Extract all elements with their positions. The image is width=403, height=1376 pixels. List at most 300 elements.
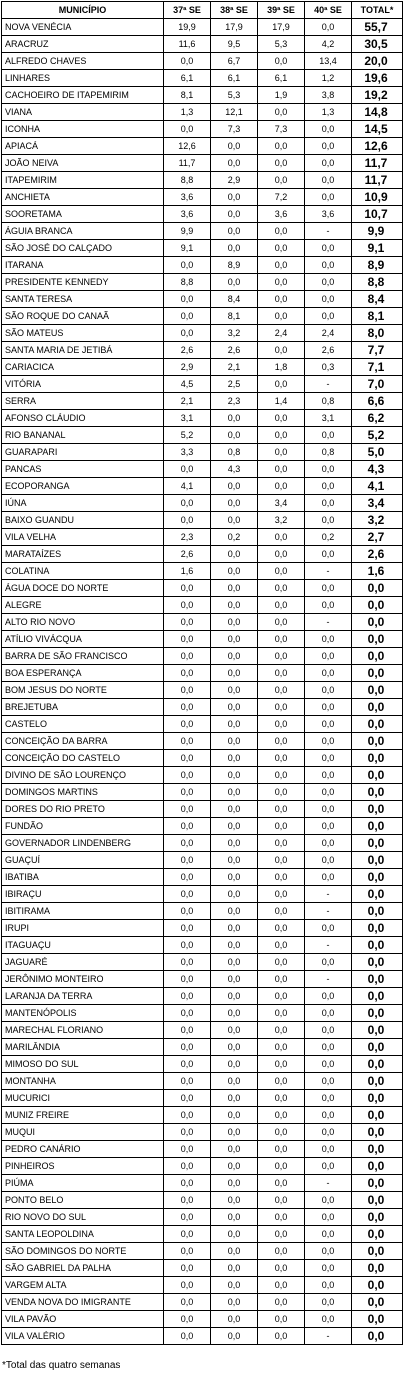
week-40-cell: 0,0 (305, 648, 352, 665)
total-cell: 0,0 (352, 767, 403, 784)
total-cell: 8,9 (352, 257, 403, 274)
table-row (2, 36, 403, 53)
total-cell: 0,0 (352, 1005, 403, 1022)
municipio-cell: SANTA LEOPOLDINA (2, 1226, 164, 1243)
total-cell: 6,6 (352, 393, 403, 410)
week-37-cell: 0,0 (164, 461, 211, 478)
week-39-cell: 0,0 (258, 801, 305, 818)
municipio-cell: PANCAS (2, 461, 164, 478)
total-cell: 0,0 (352, 1158, 403, 1175)
week-40-cell: 0,0 (305, 1158, 352, 1175)
table-row (2, 1107, 403, 1124)
table-row (2, 53, 403, 70)
week-40-cell: - (305, 376, 352, 393)
week-39-cell: 0,0 (258, 1124, 305, 1141)
week-40-cell: 0,0 (305, 155, 352, 172)
total-cell: 0,0 (352, 920, 403, 937)
week-39-cell: 3,2 (258, 512, 305, 529)
municipio-cell: ALEGRE (2, 597, 164, 614)
week-39-cell: 0,0 (258, 427, 305, 444)
week-38-cell: 0,0 (211, 682, 258, 699)
municipio-cell: MUQUI (2, 1124, 164, 1141)
week-39-cell: 0,0 (258, 1260, 305, 1277)
week-38-cell: 0,0 (211, 699, 258, 716)
week-38-cell: 2,3 (211, 393, 258, 410)
week-40-cell: 0,0 (305, 19, 352, 36)
week-40-cell: 0,0 (305, 1192, 352, 1209)
total-cell: 7,1 (352, 359, 403, 376)
week-40-cell: 0,0 (305, 665, 352, 682)
week-38-cell: 0,0 (211, 886, 258, 903)
total-cell: 0,0 (352, 1260, 403, 1277)
week-37-cell: 0,0 (164, 1039, 211, 1056)
table-row (2, 172, 403, 189)
week-38-cell: 2,9 (211, 172, 258, 189)
total-cell: 0,0 (352, 1124, 403, 1141)
total-cell: 0,0 (352, 886, 403, 903)
municipio-cell: CARIACICA (2, 359, 164, 376)
week-37-cell: 0,0 (164, 648, 211, 665)
week-38-cell: 0,0 (211, 1294, 258, 1311)
week-40-cell: 3,8 (305, 87, 352, 104)
week-37-cell: 2,3 (164, 529, 211, 546)
municipio-cell: SÃO JOSÉ DO CALÇADO (2, 240, 164, 257)
table-row (2, 495, 403, 512)
municipio-cell: VITÓRIA (2, 376, 164, 393)
total-cell: 0,0 (352, 835, 403, 852)
week-37-cell: 0,0 (164, 257, 211, 274)
week-37-cell: 19,9 (164, 19, 211, 36)
week-40-cell: 0,0 (305, 835, 352, 852)
table-row (2, 240, 403, 257)
week-37-cell: 0,0 (164, 325, 211, 342)
municipio-cell: DOMINGOS MARTINS (2, 784, 164, 801)
week-38-cell: 0,0 (211, 1073, 258, 1090)
total-cell: 19,2 (352, 87, 403, 104)
week-37-cell: 0,0 (164, 699, 211, 716)
week-39-cell: 0,0 (258, 291, 305, 308)
week-38-cell: 0,0 (211, 512, 258, 529)
week-40-cell: - (305, 903, 352, 920)
week-37-cell: 2,1 (164, 393, 211, 410)
week-38-cell: 9,5 (211, 36, 258, 53)
week-37-cell: 3,6 (164, 206, 211, 223)
week-39-cell: 0,0 (258, 308, 305, 325)
week-37-cell: 9,1 (164, 240, 211, 257)
week-37-cell: 12,6 (164, 138, 211, 155)
municipio-cell: ALTO RIO NOVO (2, 614, 164, 631)
week-39-cell: 1,4 (258, 393, 305, 410)
table-row (2, 903, 403, 920)
week-40-cell: - (305, 1175, 352, 1192)
table-row (2, 155, 403, 172)
total-cell: 20,0 (352, 53, 403, 70)
total-cell: 0,0 (352, 971, 403, 988)
header-week-37: 37ª SE (164, 2, 211, 19)
week-39-cell: 0,0 (258, 444, 305, 461)
week-40-cell: 0,0 (305, 1073, 352, 1090)
municipio-cell: MARATAÍZES (2, 546, 164, 563)
table-row (2, 597, 403, 614)
week-37-cell: 0,0 (164, 665, 211, 682)
week-40-cell: 13,4 (305, 53, 352, 70)
week-37-cell: 3,6 (164, 189, 211, 206)
total-cell: 0,0 (352, 954, 403, 971)
municipio-cell: APIACÁ (2, 138, 164, 155)
municipio-cell: AFONSO CLÁUDIO (2, 410, 164, 427)
week-40-cell: 4,2 (305, 36, 352, 53)
table-row (2, 461, 403, 478)
total-cell: 55,7 (352, 19, 403, 36)
week-39-cell: 0,0 (258, 257, 305, 274)
week-38-cell: 8,1 (211, 308, 258, 325)
table-row (2, 699, 403, 716)
total-cell: 0,0 (352, 716, 403, 733)
total-cell: 0,0 (352, 1073, 403, 1090)
municipio-cell: SÃO MATEUS (2, 325, 164, 342)
week-40-cell: 3,6 (305, 206, 352, 223)
table-row (2, 308, 403, 325)
week-39-cell: 0,0 (258, 988, 305, 1005)
total-cell: 0,0 (352, 1243, 403, 1260)
week-40-cell: 0,0 (305, 1294, 352, 1311)
table-row (2, 223, 403, 240)
week-37-cell: 0,0 (164, 1090, 211, 1107)
table-row (2, 631, 403, 648)
table-row (2, 1022, 403, 1039)
municipio-cell: NOVA VENÉCIA (2, 19, 164, 36)
week-38-cell: 0,0 (211, 155, 258, 172)
week-39-cell: 0,0 (258, 835, 305, 852)
total-cell: 0,0 (352, 1192, 403, 1209)
week-38-cell: 0,0 (211, 665, 258, 682)
table-row (2, 1158, 403, 1175)
municipio-cell: ÁGUIA BRANCA (2, 223, 164, 240)
municipio-cell: RIO BANANAL (2, 427, 164, 444)
municipio-cell: MANTENÓPOLIS (2, 1005, 164, 1022)
municipio-cell: VARGEM ALTA (2, 1277, 164, 1294)
table-row (2, 274, 403, 291)
municipio-cell: VILA VALÉRIO (2, 1328, 164, 1345)
municipio-cell: IBATIBA (2, 869, 164, 886)
week-40-cell: 0,0 (305, 580, 352, 597)
table-row (2, 580, 403, 597)
table-row (2, 1090, 403, 1107)
week-39-cell: 0,0 (258, 784, 305, 801)
total-cell: 9,1 (352, 240, 403, 257)
week-38-cell: 0,0 (211, 988, 258, 1005)
total-cell: 4,1 (352, 478, 403, 495)
week-37-cell: 0,0 (164, 1158, 211, 1175)
week-37-cell: 0,0 (164, 1192, 211, 1209)
total-cell: 0,0 (352, 750, 403, 767)
week-39-cell: 0,0 (258, 1328, 305, 1345)
total-cell: 0,0 (352, 1039, 403, 1056)
week-39-cell: 0,0 (258, 716, 305, 733)
municipio-cell: MARILÂNDIA (2, 1039, 164, 1056)
table-row (2, 835, 403, 852)
municipio-cell: LINHARES (2, 70, 164, 87)
week-39-cell: 0,0 (258, 104, 305, 121)
table-row (2, 291, 403, 308)
total-cell: 0,0 (352, 614, 403, 631)
week-40-cell: 0,0 (305, 172, 352, 189)
week-37-cell: 0,0 (164, 1107, 211, 1124)
week-38-cell: 0,0 (211, 801, 258, 818)
week-40-cell: 0,0 (305, 478, 352, 495)
week-37-cell: 6,1 (164, 70, 211, 87)
table-row (2, 1039, 403, 1056)
municipio-cell: IBIRAÇU (2, 886, 164, 903)
week-40-cell: 0,0 (305, 512, 352, 529)
week-39-cell: 0,0 (258, 920, 305, 937)
week-38-cell: 0,0 (211, 750, 258, 767)
table-row (2, 869, 403, 886)
week-38-cell: 0,0 (211, 580, 258, 597)
table-row (2, 784, 403, 801)
municipio-cell: LARANJA DA TERRA (2, 988, 164, 1005)
week-38-cell: 0,0 (211, 852, 258, 869)
municipio-cell: VILA PAVÃO (2, 1311, 164, 1328)
week-38-cell: 0,0 (211, 1311, 258, 1328)
week-39-cell: 0,0 (258, 1209, 305, 1226)
week-38-cell: 0,0 (211, 1158, 258, 1175)
week-39-cell: 0,0 (258, 648, 305, 665)
week-40-cell: 0,0 (305, 1056, 352, 1073)
table-row (2, 70, 403, 87)
week-37-cell: 8,1 (164, 87, 211, 104)
municipio-cell: JOÃO NEIVA (2, 155, 164, 172)
week-38-cell: 0,0 (211, 971, 258, 988)
week-39-cell: 0,0 (258, 1243, 305, 1260)
municipio-cell: ITAPEMIRIM (2, 172, 164, 189)
table-row (2, 104, 403, 121)
municipio-cell: PEDRO CANÁRIO (2, 1141, 164, 1158)
table-row (2, 563, 403, 580)
municipio-cell: VIANA (2, 104, 164, 121)
week-37-cell: 2,6 (164, 342, 211, 359)
total-cell: 4,3 (352, 461, 403, 478)
week-37-cell: 0,0 (164, 512, 211, 529)
table-row (2, 138, 403, 155)
week-39-cell: 0,0 (258, 1073, 305, 1090)
table-row (2, 937, 403, 954)
week-37-cell: 0,0 (164, 121, 211, 138)
table-row (2, 767, 403, 784)
total-cell: 11,7 (352, 155, 403, 172)
week-38-cell: 0,0 (211, 206, 258, 223)
total-cell: 8,4 (352, 291, 403, 308)
table-row (2, 1124, 403, 1141)
municipio-cell: ECOPORANGA (2, 478, 164, 495)
total-cell: 0,0 (352, 1328, 403, 1345)
week-37-cell: 0,0 (164, 53, 211, 70)
table-row (2, 444, 403, 461)
week-38-cell: 0,0 (211, 223, 258, 240)
week-40-cell: - (305, 223, 352, 240)
table-row (2, 359, 403, 376)
week-39-cell: 0,0 (258, 1107, 305, 1124)
municipio-cell: SÃO ROQUE DO CANAÃ (2, 308, 164, 325)
total-cell: 0,0 (352, 580, 403, 597)
table-row (2, 393, 403, 410)
week-40-cell: 0,0 (305, 308, 352, 325)
municipio-cell: BOA ESPERANÇA (2, 665, 164, 682)
municipio-cell: VENDA NOVA DO IMIGRANTE (2, 1294, 164, 1311)
week-40-cell: 0,0 (305, 1277, 352, 1294)
week-40-cell: 0,0 (305, 631, 352, 648)
week-40-cell: - (305, 937, 352, 954)
week-40-cell: 2,6 (305, 342, 352, 359)
total-cell: 3,2 (352, 512, 403, 529)
table-row (2, 1141, 403, 1158)
week-40-cell: 2,4 (305, 325, 352, 342)
municipio-cell: ATÍLIO VIVÁCQUA (2, 631, 164, 648)
week-40-cell: - (305, 971, 352, 988)
week-39-cell: 6,1 (258, 70, 305, 87)
week-38-cell: 8,4 (211, 291, 258, 308)
total-cell: 0,0 (352, 852, 403, 869)
week-40-cell: 0,0 (305, 818, 352, 835)
week-37-cell: 0,0 (164, 954, 211, 971)
table-row (2, 818, 403, 835)
week-40-cell: - (305, 886, 352, 903)
week-40-cell: 0,0 (305, 138, 352, 155)
week-38-cell: 0,0 (211, 937, 258, 954)
total-cell: 0,0 (352, 648, 403, 665)
table-row (2, 342, 403, 359)
week-40-cell: 0,0 (305, 597, 352, 614)
week-37-cell: 0,0 (164, 1294, 211, 1311)
table-row (2, 1073, 403, 1090)
week-38-cell: 6,7 (211, 53, 258, 70)
week-37-cell: 0,0 (164, 308, 211, 325)
total-cell: 0,0 (352, 1056, 403, 1073)
municipio-cell: PRESIDENTE KENNEDY (2, 274, 164, 291)
total-cell: 0,0 (352, 1311, 403, 1328)
municipio-cell: ÁGUA DOCE DO NORTE (2, 580, 164, 597)
week-38-cell: 0,2 (211, 529, 258, 546)
week-37-cell: 0,0 (164, 716, 211, 733)
week-37-cell: 11,6 (164, 36, 211, 53)
week-37-cell: 4,5 (164, 376, 211, 393)
week-39-cell: 7,2 (258, 189, 305, 206)
table-row (2, 1243, 403, 1260)
table-row (2, 1277, 403, 1294)
header-row (2, 2, 403, 19)
week-38-cell: 0,8 (211, 444, 258, 461)
table-row (2, 19, 403, 36)
week-39-cell: 0,0 (258, 1005, 305, 1022)
week-37-cell: 0,0 (164, 1056, 211, 1073)
week-40-cell: 0,3 (305, 359, 352, 376)
week-39-cell: 0,0 (258, 342, 305, 359)
week-37-cell: 0,0 (164, 903, 211, 920)
week-40-cell: 0,0 (305, 427, 352, 444)
week-37-cell: 4,1 (164, 478, 211, 495)
week-38-cell: 0,0 (211, 410, 258, 427)
week-38-cell: 0,0 (211, 1022, 258, 1039)
week-37-cell: 0,0 (164, 869, 211, 886)
week-39-cell: 0,0 (258, 614, 305, 631)
table-row (2, 682, 403, 699)
week-40-cell: 0,0 (305, 121, 352, 138)
week-38-cell: 0,0 (211, 1226, 258, 1243)
week-39-cell: 3,6 (258, 206, 305, 223)
total-cell: 5,2 (352, 427, 403, 444)
table-row (2, 1294, 403, 1311)
municipio-cell: ITARANA (2, 257, 164, 274)
week-40-cell: 0,0 (305, 1226, 352, 1243)
week-38-cell: 2,5 (211, 376, 258, 393)
week-38-cell: 0,0 (211, 1277, 258, 1294)
week-38-cell: 0,0 (211, 716, 258, 733)
week-39-cell: 0,0 (258, 1141, 305, 1158)
week-37-cell: 11,7 (164, 155, 211, 172)
week-40-cell: 0,0 (305, 461, 352, 478)
table-row (2, 954, 403, 971)
week-37-cell: 0,0 (164, 937, 211, 954)
week-38-cell: 0,0 (211, 784, 258, 801)
week-37-cell: 0,0 (164, 597, 211, 614)
week-37-cell: 3,1 (164, 410, 211, 427)
table-row (2, 1005, 403, 1022)
week-40-cell: 1,2 (305, 70, 352, 87)
week-40-cell: 0,0 (305, 801, 352, 818)
municipio-cell: CONCEIÇÃO DA BARRA (2, 733, 164, 750)
week-40-cell: 0,0 (305, 1243, 352, 1260)
municipio-cell: BARRA DE SÃO FRANCISCO (2, 648, 164, 665)
table-row (2, 529, 403, 546)
table-row (2, 121, 403, 138)
week-40-cell: 0,0 (305, 1311, 352, 1328)
table-row (2, 886, 403, 903)
week-38-cell: 0,0 (211, 240, 258, 257)
week-38-cell: 0,0 (211, 1260, 258, 1277)
municipio-cell: CASTELO (2, 716, 164, 733)
table-row (2, 87, 403, 104)
header-week-40: 40ª SE (305, 2, 352, 19)
table-row (2, 801, 403, 818)
week-37-cell: 0,0 (164, 1022, 211, 1039)
week-39-cell: 0,0 (258, 852, 305, 869)
table-row (2, 206, 403, 223)
week-39-cell: 0,0 (258, 1294, 305, 1311)
header-week-39: 39ª SE (258, 2, 305, 19)
week-38-cell: 8,9 (211, 257, 258, 274)
week-39-cell: 0,0 (258, 733, 305, 750)
municipio-cell: SANTA MARIA DE JETIBÁ (2, 342, 164, 359)
week-38-cell: 0,0 (211, 1005, 258, 1022)
municipio-cell: SERRA (2, 393, 164, 410)
week-37-cell: 3,3 (164, 444, 211, 461)
total-cell: 0,0 (352, 1294, 403, 1311)
week-40-cell: 0,0 (305, 852, 352, 869)
total-cell: 10,7 (352, 206, 403, 223)
week-39-cell: 0,0 (258, 954, 305, 971)
week-39-cell: 5,3 (258, 36, 305, 53)
week-38-cell: 5,3 (211, 87, 258, 104)
total-cell: 0,0 (352, 801, 403, 818)
total-cell: 0,0 (352, 937, 403, 954)
municipio-cell: ICONHA (2, 121, 164, 138)
total-cell: 14,8 (352, 104, 403, 121)
total-cell: 0,0 (352, 1226, 403, 1243)
total-cell: 5,0 (352, 444, 403, 461)
week-37-cell: 1,6 (164, 563, 211, 580)
week-39-cell: 0,0 (258, 699, 305, 716)
week-37-cell: 0,0 (164, 614, 211, 631)
